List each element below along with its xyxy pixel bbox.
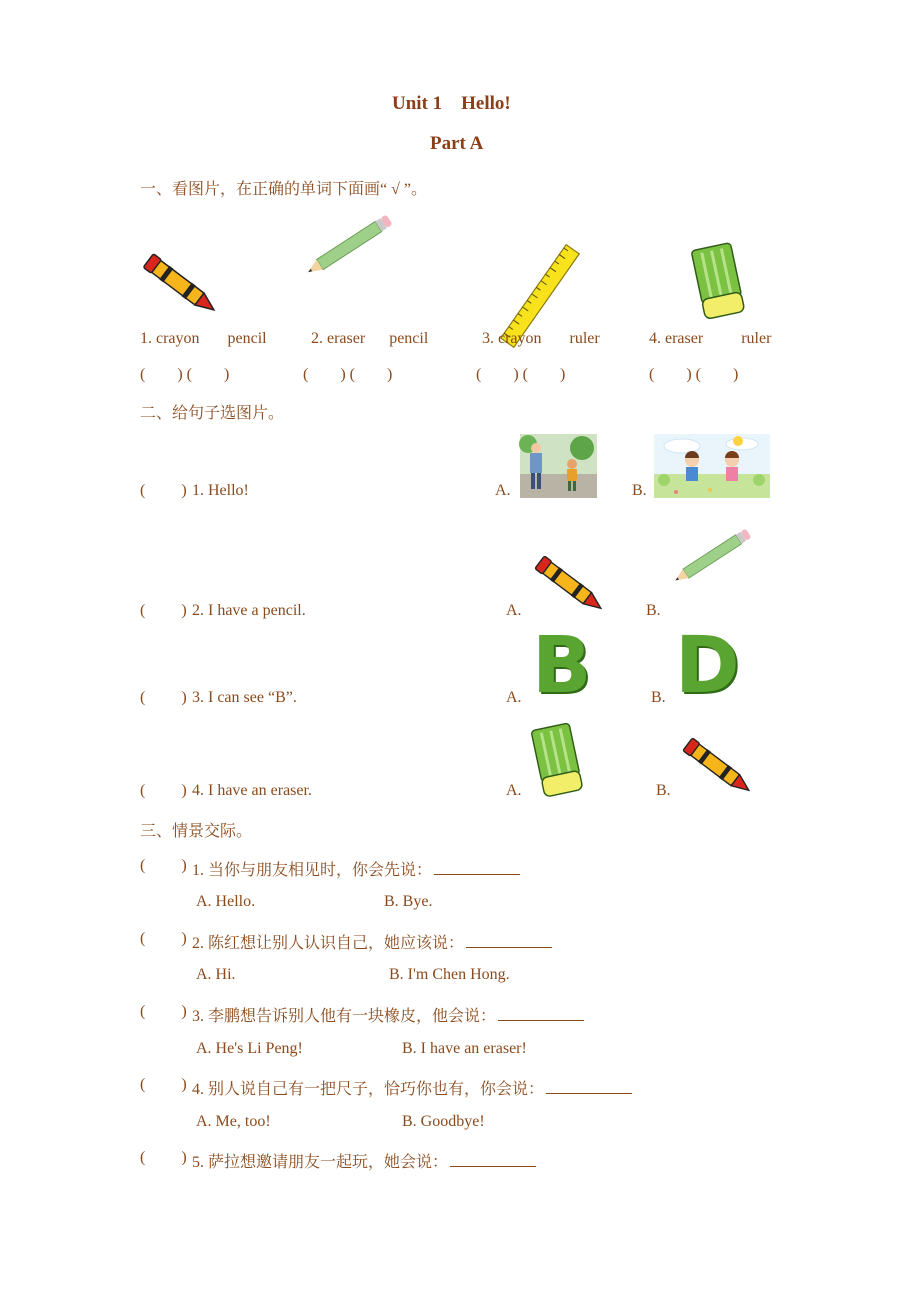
option-a-text[interactable]: A. Hello. [196,893,256,910]
answer-paren[interactable]: ( ) [140,689,187,706]
option-b-text[interactable]: B. Goodbye! [402,1113,485,1130]
question-text [192,857,520,880]
word-option[interactable]: crayon [498,330,542,347]
option-a-text[interactable]: A. He's Li Peng! [196,1040,303,1057]
answer-parens-1[interactable]: ( ) ( ) [140,366,230,383]
item-number: 3. [482,330,494,347]
question-text: 2. I have a pencil. [192,602,306,619]
word-option[interactable]: crayon [156,330,200,347]
answer-paren[interactable]: ( ) [140,1149,187,1166]
option-b-label: B. [646,602,661,619]
question-prompt: 2. 陈红想让别人认识自己，她应该说： [192,935,465,952]
option-b-label: B. [651,689,666,706]
option-a-label: A. [506,782,522,799]
word-option[interactable]: pencil [227,330,267,347]
answer-blank[interactable] [498,1019,584,1021]
question-text [192,1149,536,1172]
option-a-label: A. [506,689,522,706]
eraser-image[interactable] [528,720,586,800]
answer-paren[interactable]: ( ) [140,930,187,947]
word-item-1 [140,330,267,348]
question-text [192,930,552,953]
answer-paren[interactable]: ( ) [140,857,187,874]
word-option[interactable]: eraser [665,330,704,347]
question-prompt: 4. 别人说自己有一把尺子，恰巧你也有，你会说： [192,1081,545,1098]
answer-parens-4[interactable]: ( ) ( ) [649,366,739,383]
option-a-text[interactable]: A. Me, too! [196,1113,271,1130]
option-b-text[interactable]: B. I'm Chen Hong. [389,966,510,983]
item-number: 1. [140,330,152,347]
option-a-text[interactable]: A. Hi. [196,966,236,983]
answer-blank[interactable] [434,873,520,875]
word-item-3 [482,330,600,348]
option-b-label: B. [656,782,671,799]
leafy-letter-b-image[interactable]: B [532,621,592,711]
item-number: 4. [649,330,661,347]
pencil-image[interactable] [668,526,758,586]
answer-paren[interactable]: ( ) [140,602,187,619]
answer-blank[interactable] [546,1092,632,1094]
answer-parens-3[interactable]: ( ) ( ) [476,366,566,383]
page-subtitle: Part A [430,133,484,154]
question-prompt: 5. 萨拉想邀请朋友一起玩，她会说： [192,1154,449,1171]
question-prompt: 1. 当你与朋友相见时，你会先说： [192,862,433,879]
answer-paren[interactable]: ( ) [140,782,187,799]
word-option[interactable]: ruler [741,330,772,347]
page-title: Unit 1 Hello! [392,93,511,114]
section2-heading: 二、给句子选图片。 [140,405,285,422]
option-b-text[interactable]: B. I have an eraser! [402,1040,527,1057]
option-a-label: A. [506,602,522,619]
meeting-teacher-image[interactable] [520,434,597,498]
section1-heading: 一、看图片，在正确的单词下面画“ √ ”。 [140,181,427,198]
question-prompt: 3. 李鹏想告诉别人他有一块橡皮，他会说： [192,1008,497,1025]
word-option[interactable]: pencil [389,330,429,347]
crayon-image [138,250,228,322]
answer-parens-2[interactable]: ( ) ( ) [303,366,393,383]
item-number: 2. [311,330,323,347]
word-item-2 [311,330,428,348]
question-text: 3. I can see “B”. [192,689,297,706]
word-item-4 [649,330,771,348]
pencil-image [300,212,400,278]
answer-paren[interactable]: ( ) [140,1076,187,1093]
crayon-image[interactable] [530,552,614,620]
question-text [192,1076,632,1099]
question-text: 4. I have an eraser. [192,782,312,799]
option-b-text[interactable]: B. Bye. [384,893,433,910]
question-text: 1. Hello! [192,482,249,499]
option-a-label: A. [495,482,511,499]
section3-heading: 三、情景交际。 [140,823,253,840]
answer-paren[interactable]: ( ) [140,1003,187,1020]
answer-blank[interactable] [450,1165,536,1167]
word-option[interactable]: ruler [569,330,600,347]
answer-paren[interactable]: ( ) [140,482,187,499]
eraser-image [688,240,748,322]
question-text [192,1003,584,1026]
answer-blank[interactable] [466,946,552,948]
leafy-letter-d-image[interactable]: D [675,621,740,711]
word-option[interactable]: eraser [327,330,366,347]
option-b-label: B. [632,482,647,499]
children-waving-image[interactable] [654,434,770,498]
crayon-image[interactable] [678,734,762,802]
